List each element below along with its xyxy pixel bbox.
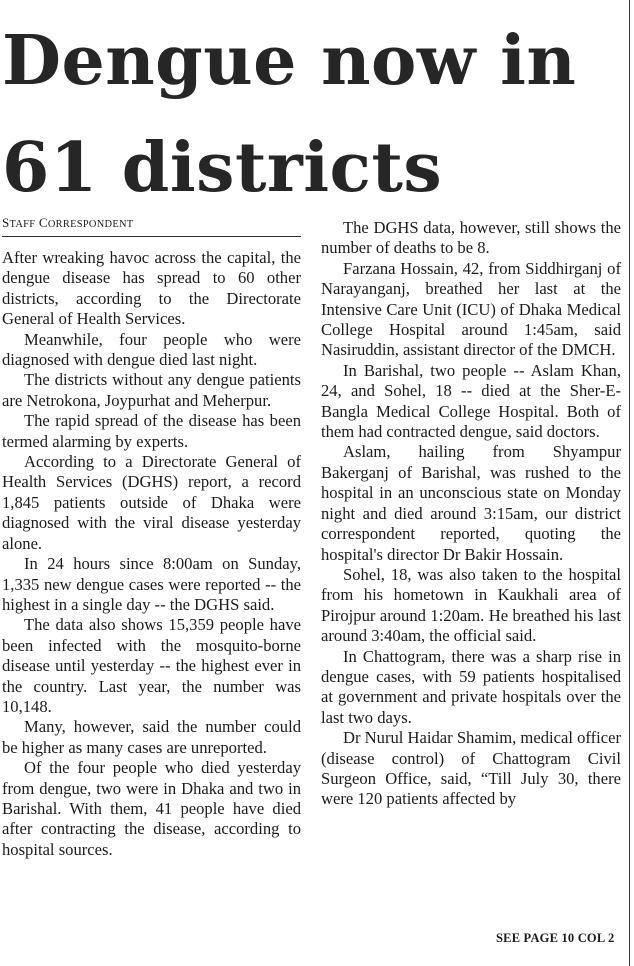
paragraph: In 24 hours since 8:00am on Sunday, 1,335 new dengue cases were reported -- the highest in a single day -- the DGHS said. [2, 554, 301, 614]
byline-rule [2, 236, 301, 237]
paragraph: In Barishal, two people -- Aslam Khan, 24, and Sohel, 18 -- died at the Sher-E-Bangla Medical College Hospital. Both of them had contracted dengue, said doctors. [321, 360, 621, 442]
byline: STAFF CORRESPONDENT [2, 215, 134, 230]
paragraph: Of the four people who died yesterday from dengue, two were in Dhaka and two in Barishal. With them, 41 people have died after contracting the disease, according to hospital sources. [2, 758, 301, 859]
article-column-2 [321, 218, 621, 810]
paragraph: Farzana Hossain, 42, from Siddhirganj of Narayanganj, breathed her last at the Intensive Care Unit (ICU) of Dhaka Medical College Hospital around 1:45am, said Nasiruddin, assistant director of the DMCH. [321, 258, 621, 360]
paragraph: According to a Directorate General of Health Services (DGHS) report, a record 1,845 patients outside of Dhaka were diagnosed with the viral disease yesterday alone. [2, 452, 301, 553]
paragraph: Sohel, 18, was also taken to the hospital from his hometown in Kaukhali area of Pirojpur around 1:20am. He breathed his last around 3:40am, the official said. [321, 564, 621, 646]
paragraph: The districts without any dengue patients are Netrokona, Joypurhat and Meherpur. [2, 370, 301, 410]
paragraph: Dr Nurul Haidar Shamim, medical officer (disease control) of Chattogram Civil Surgeon Office, said, “Till July 30, there were 120 patients affected by [321, 728, 622, 809]
paragraph: Many, however, said the number could be higher as many cases are unreported. [2, 717, 301, 757]
article-column-1 [2, 248, 301, 860]
paragraph: After wreaking havoc across the capital, the dengue disease has spread to 60 other districts, according to the Directorate General of Health Services. [2, 248, 301, 329]
paragraph: The rapid spread of the disease has been termed alarming by experts. [2, 411, 301, 451]
column-divider-rule [629, 0, 630, 966]
headline: Dengue now in 61 districts [2, 21, 577, 208]
paragraph: The DGHS data, however, still shows the number of deaths to be 8. [321, 218, 621, 258]
paragraph: Meanwhile, four people who were diagnosed with dengue died last night. [2, 329, 301, 370]
paragraph: The data also shows 15,359 people have been infected with the mosquito-borne disease until yesterday -- the highest ever in the country. Last year, the number was 10,148. [2, 615, 301, 716]
paragraph: Aslam, hailing from Shyampur Bakerganj of Barishal, was rushed to the hospital in an unconscious state on Monday night and died around 3:15am, our district correspondent reported, quoting the hospital's director Dr Bakir Hossain. [321, 442, 621, 564]
continuation-jump-line: SEE PAGE 10 COL 2 [496, 931, 615, 945]
paragraph: In Chattogram, there was a sharp rise in dengue cases, with 59 patients hospitalised at government and private hospitals over the last two days. [321, 646, 621, 727]
